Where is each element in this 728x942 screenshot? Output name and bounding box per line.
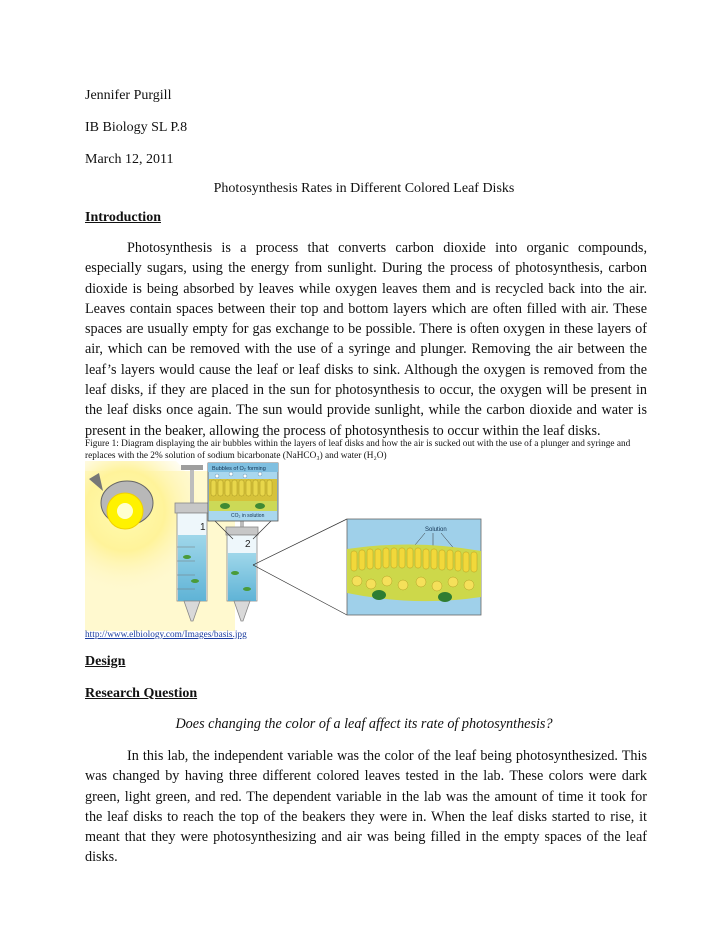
introduction-text: Photosynthesis is a process that converts carbon dioxide into organic compounds, especially sugars, using the energy from sunlight. During the process of photosynthesis, carbon dioxide is being absorbed by leaves while oxygen leaves them and is recycled back into the air. Leaves contain spaces between their top and bottom layers which are often filled with air. These spaces are usually empty for gas exchange to be possible. There is often oxygen in these layers of air, which can be removed with the use of a syringe and plunger. Removing the air between the leaf’s layers would cause the leaf or leaf disks to sink. Although the oxygen is removed from the leaf disks, if they are placed in the sun for photosynthesis to occur, the oxygen will be present in the leaf disks once again. The sun would provide sunlight, while the carbon dioxide and water is present in the beaker, allowing the process of photosynthesis to occur within the leaf disks. (85, 240, 647, 439)
bubbles-label: Bubbles of O₂ forming (212, 466, 266, 472)
course-name: IB Biology SL P.8 (85, 120, 188, 135)
design-heading: Design (85, 654, 126, 669)
research-question-heading: Research Question (85, 686, 198, 701)
introduction-paragraph (85, 238, 647, 441)
research-question: Does changing the color of a leaf affect its rate of photosynthesis? (175, 716, 553, 732)
solution-label: Solution (425, 527, 447, 533)
design-text: In this lab, the independent variable was the color of the leaf being photosynthesized. This was changed by having three different colored leaves tested in the lab. These colors were dark green, light green, and red. The dependent variable in the lab was the amount of time it took for the leaf disks to reach the top of the beakers they were in. When the leaf disks started to rise, it meant that they were photosynthesizing and air was being filled in the empty spaces of the leaf disks. (85, 748, 647, 866)
leaf-disk-diagram-svg (85, 461, 483, 631)
inset-leaf-section (347, 519, 481, 615)
report-title: Photosynthesis Rates in Different Colored Leaf Disks (213, 181, 515, 196)
author-name: Jennifer Purgill (85, 88, 172, 103)
step-1-label: 1 (200, 522, 206, 533)
figure-caption: Figure 1: Diagram displaying the air bubbles within the layers of leaf disks and how the air is sucked out with the use of a plunger and syringe and replaces with the 2% solution of sodium bicarbonate (NaHCO₃) and water (H₂O) (85, 439, 631, 461)
inset-bubbles (208, 463, 278, 521)
leaf-disk-diagram (85, 461, 483, 631)
figure-source-link[interactable]: http://www.elbiology.com/Images/basis.jpg (85, 630, 247, 640)
step-2-label: 2 (245, 539, 251, 550)
report-date: March 12, 2011 (85, 152, 174, 167)
design-paragraph (85, 746, 647, 868)
co2-label: CO₂ in solution (231, 513, 265, 519)
introduction-heading: Introduction (85, 210, 161, 225)
